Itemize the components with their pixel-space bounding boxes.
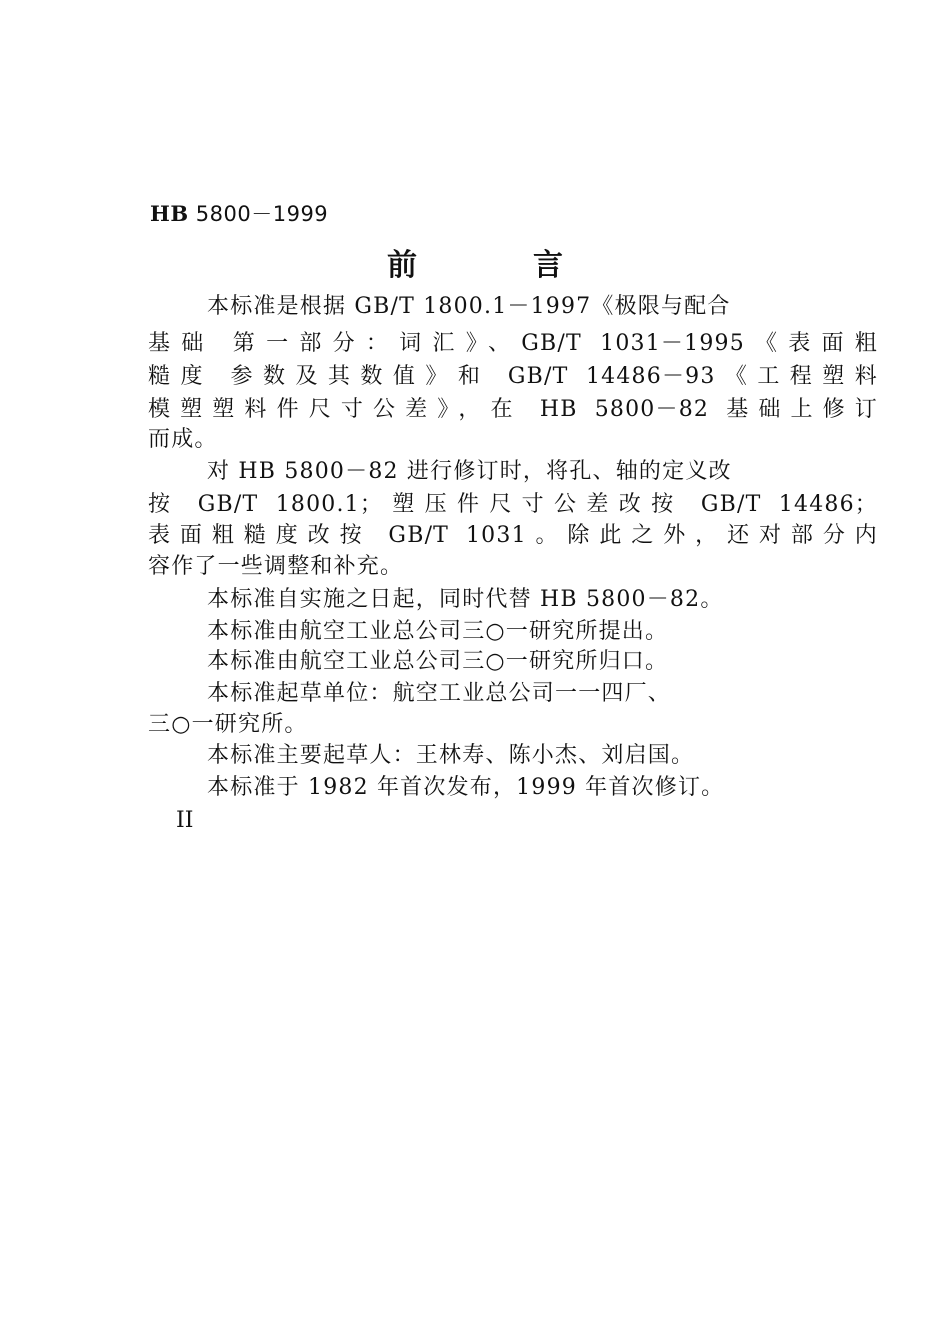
text-line: 本标准自实施之日起，同时代替 HB 5800－82。 <box>207 587 724 612</box>
text-line: 容作了一些调整和补充。 <box>148 554 404 579</box>
text-line: 基础 第一部分：词汇》、GB/T 1031－1995《表面粗 <box>148 331 878 356</box>
page-title: 前言 <box>387 248 679 283</box>
text-line: 本标准是根据 GB/T 1800.1－1997《极限与配合 <box>207 294 731 319</box>
standard-number: 5800－1999 <box>195 202 329 226</box>
text-line: 本标准主要起草人：王林寿、陈小杰、刘启国。 <box>207 743 695 768</box>
standard-code <box>150 198 328 228</box>
text-line: 本标准由航空工业总公司三○一研究所归口。 <box>207 649 669 674</box>
text-line: 对 HB 5800－82 进行修订时，将孔、轴的定义改 <box>207 459 732 484</box>
text-line: 本标准于 1982 年首次发布，1999 年首次修订。 <box>207 775 725 800</box>
text-line: 三○一研究所。 <box>148 712 308 737</box>
text-line: 本标准起草单位：航空工业总公司一一四厂、 <box>207 681 672 706</box>
text-line: 表面粗糙度改按 GB/T 1031。除此之外，还对部分内 <box>148 523 878 548</box>
standard-prefix: HB <box>150 201 189 226</box>
text-line: 而成。 <box>148 427 218 452</box>
text-line: 糙度 参数及其数值》和 GB/T 14486－93《工程塑料 <box>148 364 878 389</box>
text-line: 按 GB/T 1800.1；塑压件尺寸公差改按 GB/T 14486； <box>148 492 878 517</box>
page-number: II <box>176 808 194 833</box>
text-line: 模塑塑料件尺寸公差》，在 HB 5800－82 基础上修订 <box>148 397 878 422</box>
text-line: 本标准由航空工业总公司三○一研究所提出。 <box>207 619 669 644</box>
